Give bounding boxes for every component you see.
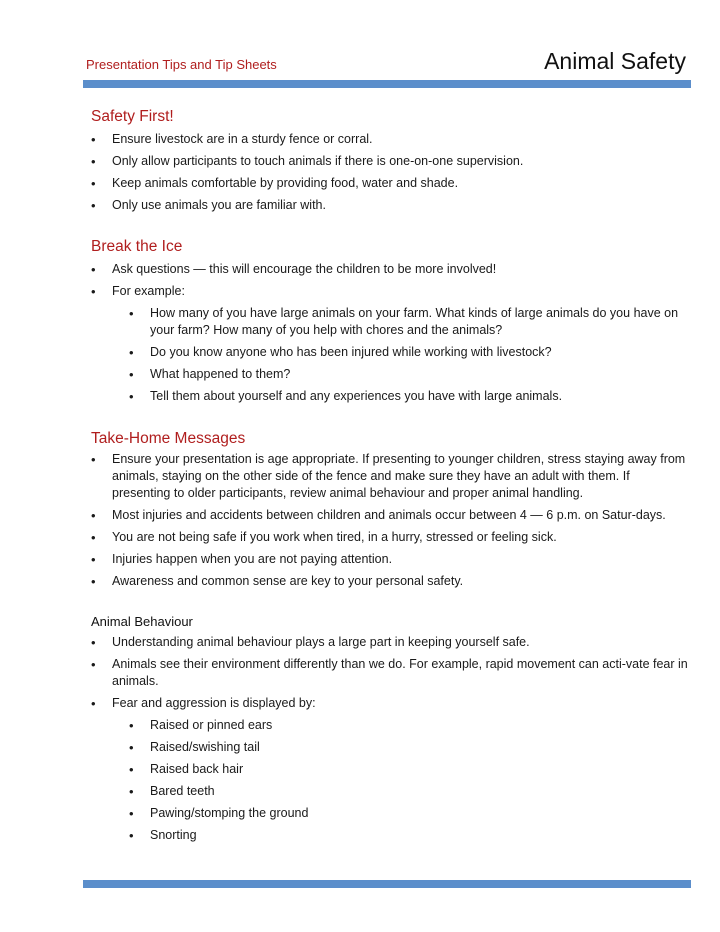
section-animal-behaviour <box>91 614 691 844</box>
bullet-list <box>91 261 691 300</box>
section-heading: Safety First! <box>91 108 174 125</box>
section-safety-first <box>91 108 691 214</box>
list-item: • Raised or pinned ears <box>129 717 691 734</box>
section-heading: Break the Ice <box>91 238 183 255</box>
list-item: • Snorting <box>129 827 691 844</box>
list-item: • Fear and aggression is displayed by: <box>91 695 691 712</box>
list-item: • For example: <box>91 283 691 300</box>
list-item: • Raised back hair <box>129 761 691 778</box>
list-item: • Tell them about yourself and any experiences you have with large animals. <box>129 388 691 405</box>
section-break-the-ice <box>91 238 691 405</box>
list-item: • Injuries happen when you are not paying attention. <box>91 551 691 568</box>
list-item: • Most injuries and accidents between children and animals occur between 4 — 6 p.m. on Satur-days. <box>91 507 691 524</box>
page-title: Animal Safety <box>544 48 686 74</box>
list-item: • Bared teeth <box>129 783 691 800</box>
list-item: • You are not being safe if you work when tired, in a hurry, stressed or feeling sick. <box>91 529 691 546</box>
subsection-heading: Animal Behaviour <box>91 614 193 629</box>
section-take-home-messages <box>91 430 691 590</box>
list-item: • Raised/swishing tail <box>129 739 691 756</box>
list-item: • Keep animals comfortable by providing food, water and shade. <box>91 175 691 192</box>
list-item: • Animals see their environment differently than we do. For example, rapid movement can acti-vate fear in animals. <box>91 656 691 690</box>
list-item: • Ensure your presentation is age appropriate. If presenting to younger children, stress staying away from animals, staying on the other side of the fence and make sure they have an adult with them. If presenting to older participants, review animal behaviour and proper animal handling. <box>91 451 691 502</box>
list-item: • Only allow participants to touch animals if there is one-on-one supervision. <box>91 153 691 170</box>
bullet-list <box>91 451 691 590</box>
header-left-title: Presentation Tips and Tip Sheets <box>86 57 277 72</box>
list-item: • Ensure livestock are in a sturdy fence or corral. <box>91 131 691 148</box>
list-item: • What happened to them? <box>129 366 691 383</box>
list-item: • How many of you have large animals on your farm. What kinds of large animals do you have on your farm? How many of you help with chores and the animals? <box>129 305 691 339</box>
list-item: • Pawing/stomping the ground <box>129 805 691 822</box>
list-item: • Understanding animal behaviour plays a large part in keeping yourself safe. <box>91 634 691 651</box>
bullet-list <box>91 131 691 214</box>
list-item: • Ask questions — this will encourage the children to be more involved! <box>91 261 691 278</box>
section-heading: Take-Home Messages <box>91 430 246 447</box>
document-body <box>91 108 691 844</box>
nested-bullet-list <box>129 305 691 405</box>
header-divider <box>83 80 691 88</box>
footer-divider <box>83 880 691 888</box>
bullet-list <box>91 634 691 712</box>
list-item: • Only use animals you are familiar with. <box>91 197 691 214</box>
nested-bullet-list <box>129 717 691 844</box>
list-item: • Do you know anyone who has been injured while working with livestock? <box>129 344 691 361</box>
list-item: • Awareness and common sense are key to your personal safety. <box>91 573 691 590</box>
